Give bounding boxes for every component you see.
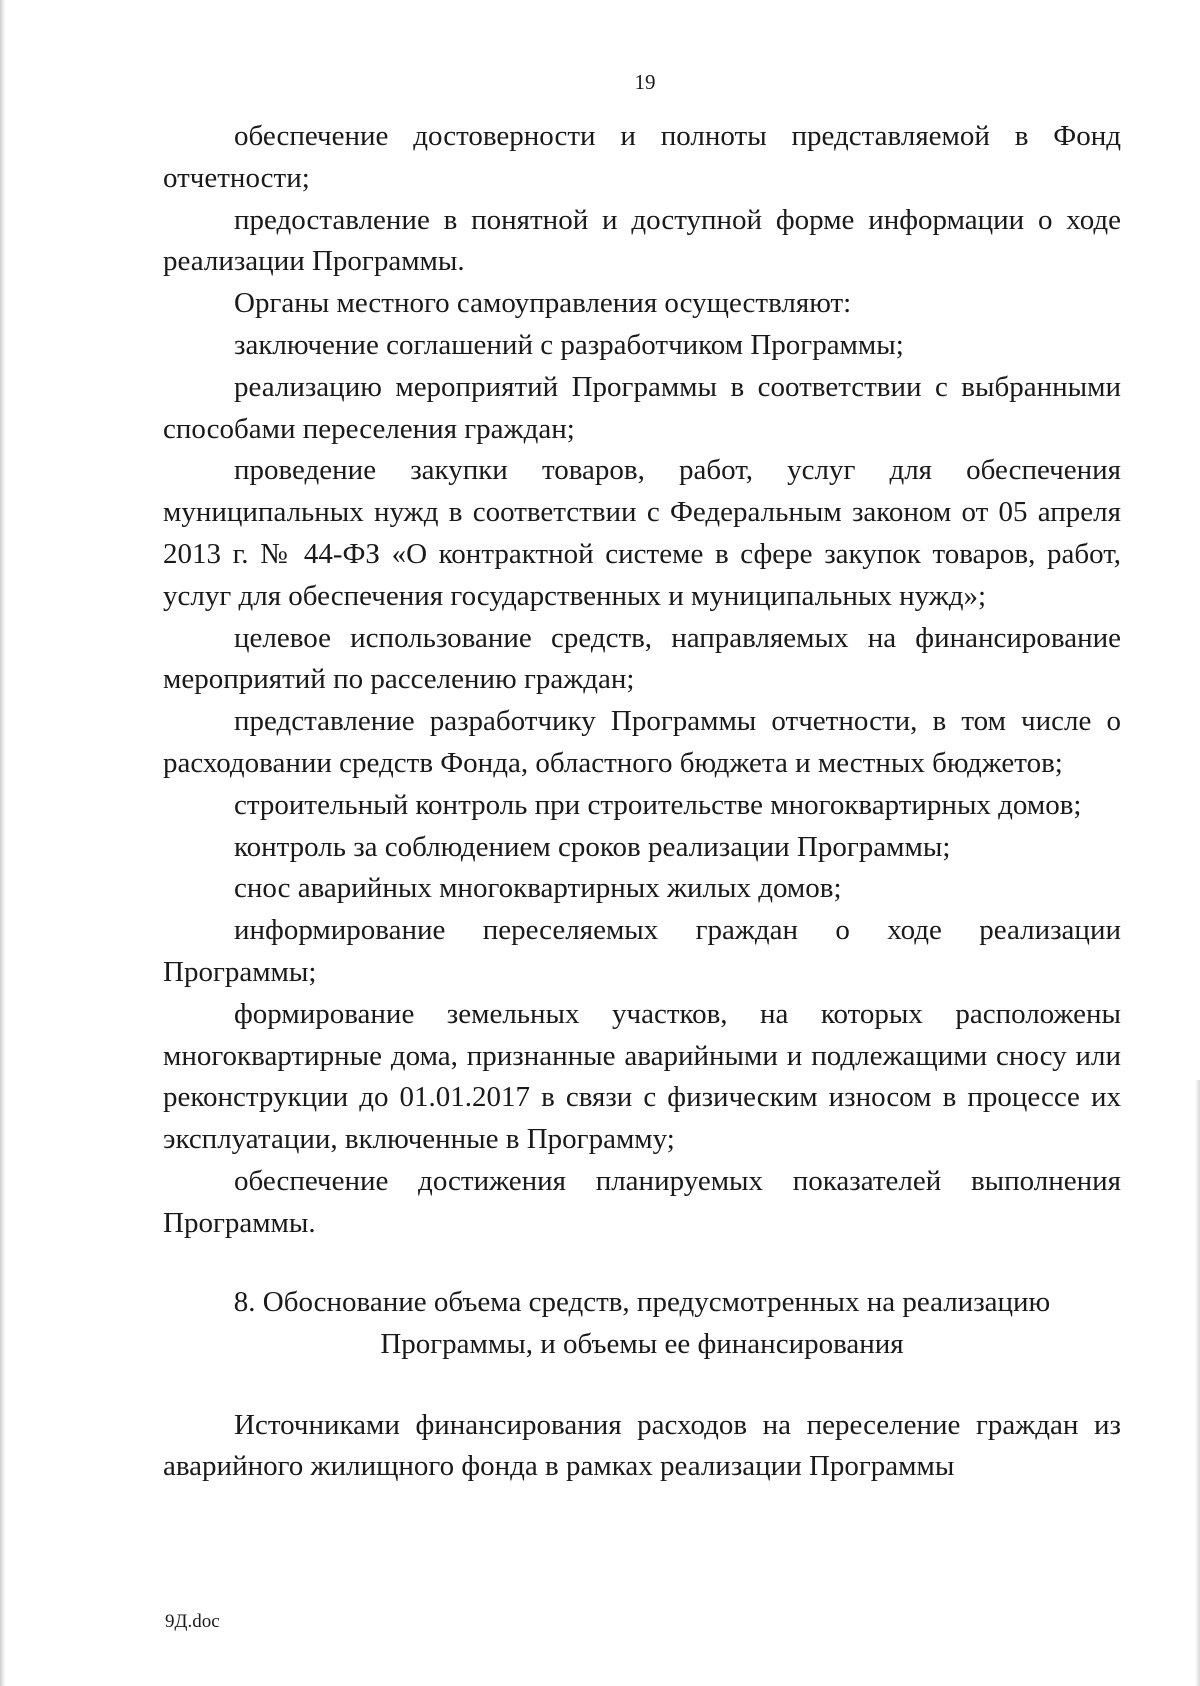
- paragraph-7: целевое использование средств, направляемых на финансирование мероприятий по расселению граждан;: [163, 621, 1121, 696]
- paragraph-1: обеспечение достоверности и полноты представляемой в Фонд отчетности;: [163, 120, 1121, 194]
- footer-doc-name: 9Д.doc: [165, 1611, 220, 1632]
- paragraph-12: информирование переселяемых граждан о ходе реализации Программы;: [163, 914, 1121, 988]
- section-heading-line-2: Программы, и объемы ее финансирования: [380, 1327, 904, 1360]
- section-paragraph-1: Источниками финансирования расходов на переселение граждан из аварийного жилищного фонда в рамках реализации Программы: [163, 1408, 1121, 1483]
- paragraph-4: заключение соглашений с разработчиком Программы;: [234, 328, 904, 361]
- paragraph-5: реализацию мероприятий Программы в соответствии с выбранными способами переселения граждан;: [163, 370, 1121, 445]
- paragraph-10: контроль за соблюдением сроков реализации Программы;: [234, 830, 951, 863]
- section-heading-line-1: 8. Обоснование объема средств, предусмотренных на реализацию: [233, 1285, 1051, 1318]
- paragraph-13: формирование земельных участков, на которых расположены многоквартирные дома, признанные аварийными и подлежащими сносу или реконструкции до 01.01.2017 в связи с физическим износом в процессе их эксплуатации, включенные в Программу;: [163, 997, 1121, 1156]
- scan-edge-left: [0, 0, 6, 1686]
- paragraph-9: строительный контроль при строительстве многоквартирных домов;: [234, 788, 1082, 821]
- paragraph-8: представление разработчику Программы отчетности, в том числе о расходовании средств Фонда, областного бюджета и местных бюджетов;: [163, 705, 1121, 779]
- paragraph-3: Органы местного самоуправления осуществляют:: [234, 287, 852, 320]
- paragraph-6: проведение закупки товаров, работ, услуг для обеспечения муниципальных нужд в соответствии с Федеральным законом от 05 апреля 2013 г. № 44-ФЗ «О контрактной системе в сфере закупок товаров, работ, услуг для обеспечения государственных и муниципальных нужд»;: [163, 454, 1121, 612]
- scan-edge-right: [1195, 1080, 1200, 1686]
- page-number: 19: [634, 70, 656, 94]
- paragraph-14: обеспечение достижения планируемых показателей выполнения Программы.: [163, 1164, 1121, 1239]
- paragraph-11: снос аварийных многоквартирных жилых домов;: [234, 872, 842, 905]
- section-heading: [163, 1281, 1121, 1365]
- document-body: [163, 116, 1121, 1488]
- paragraph-2: предоставление в понятной и доступной форме информации о ходе реализации Программы.: [163, 203, 1121, 278]
